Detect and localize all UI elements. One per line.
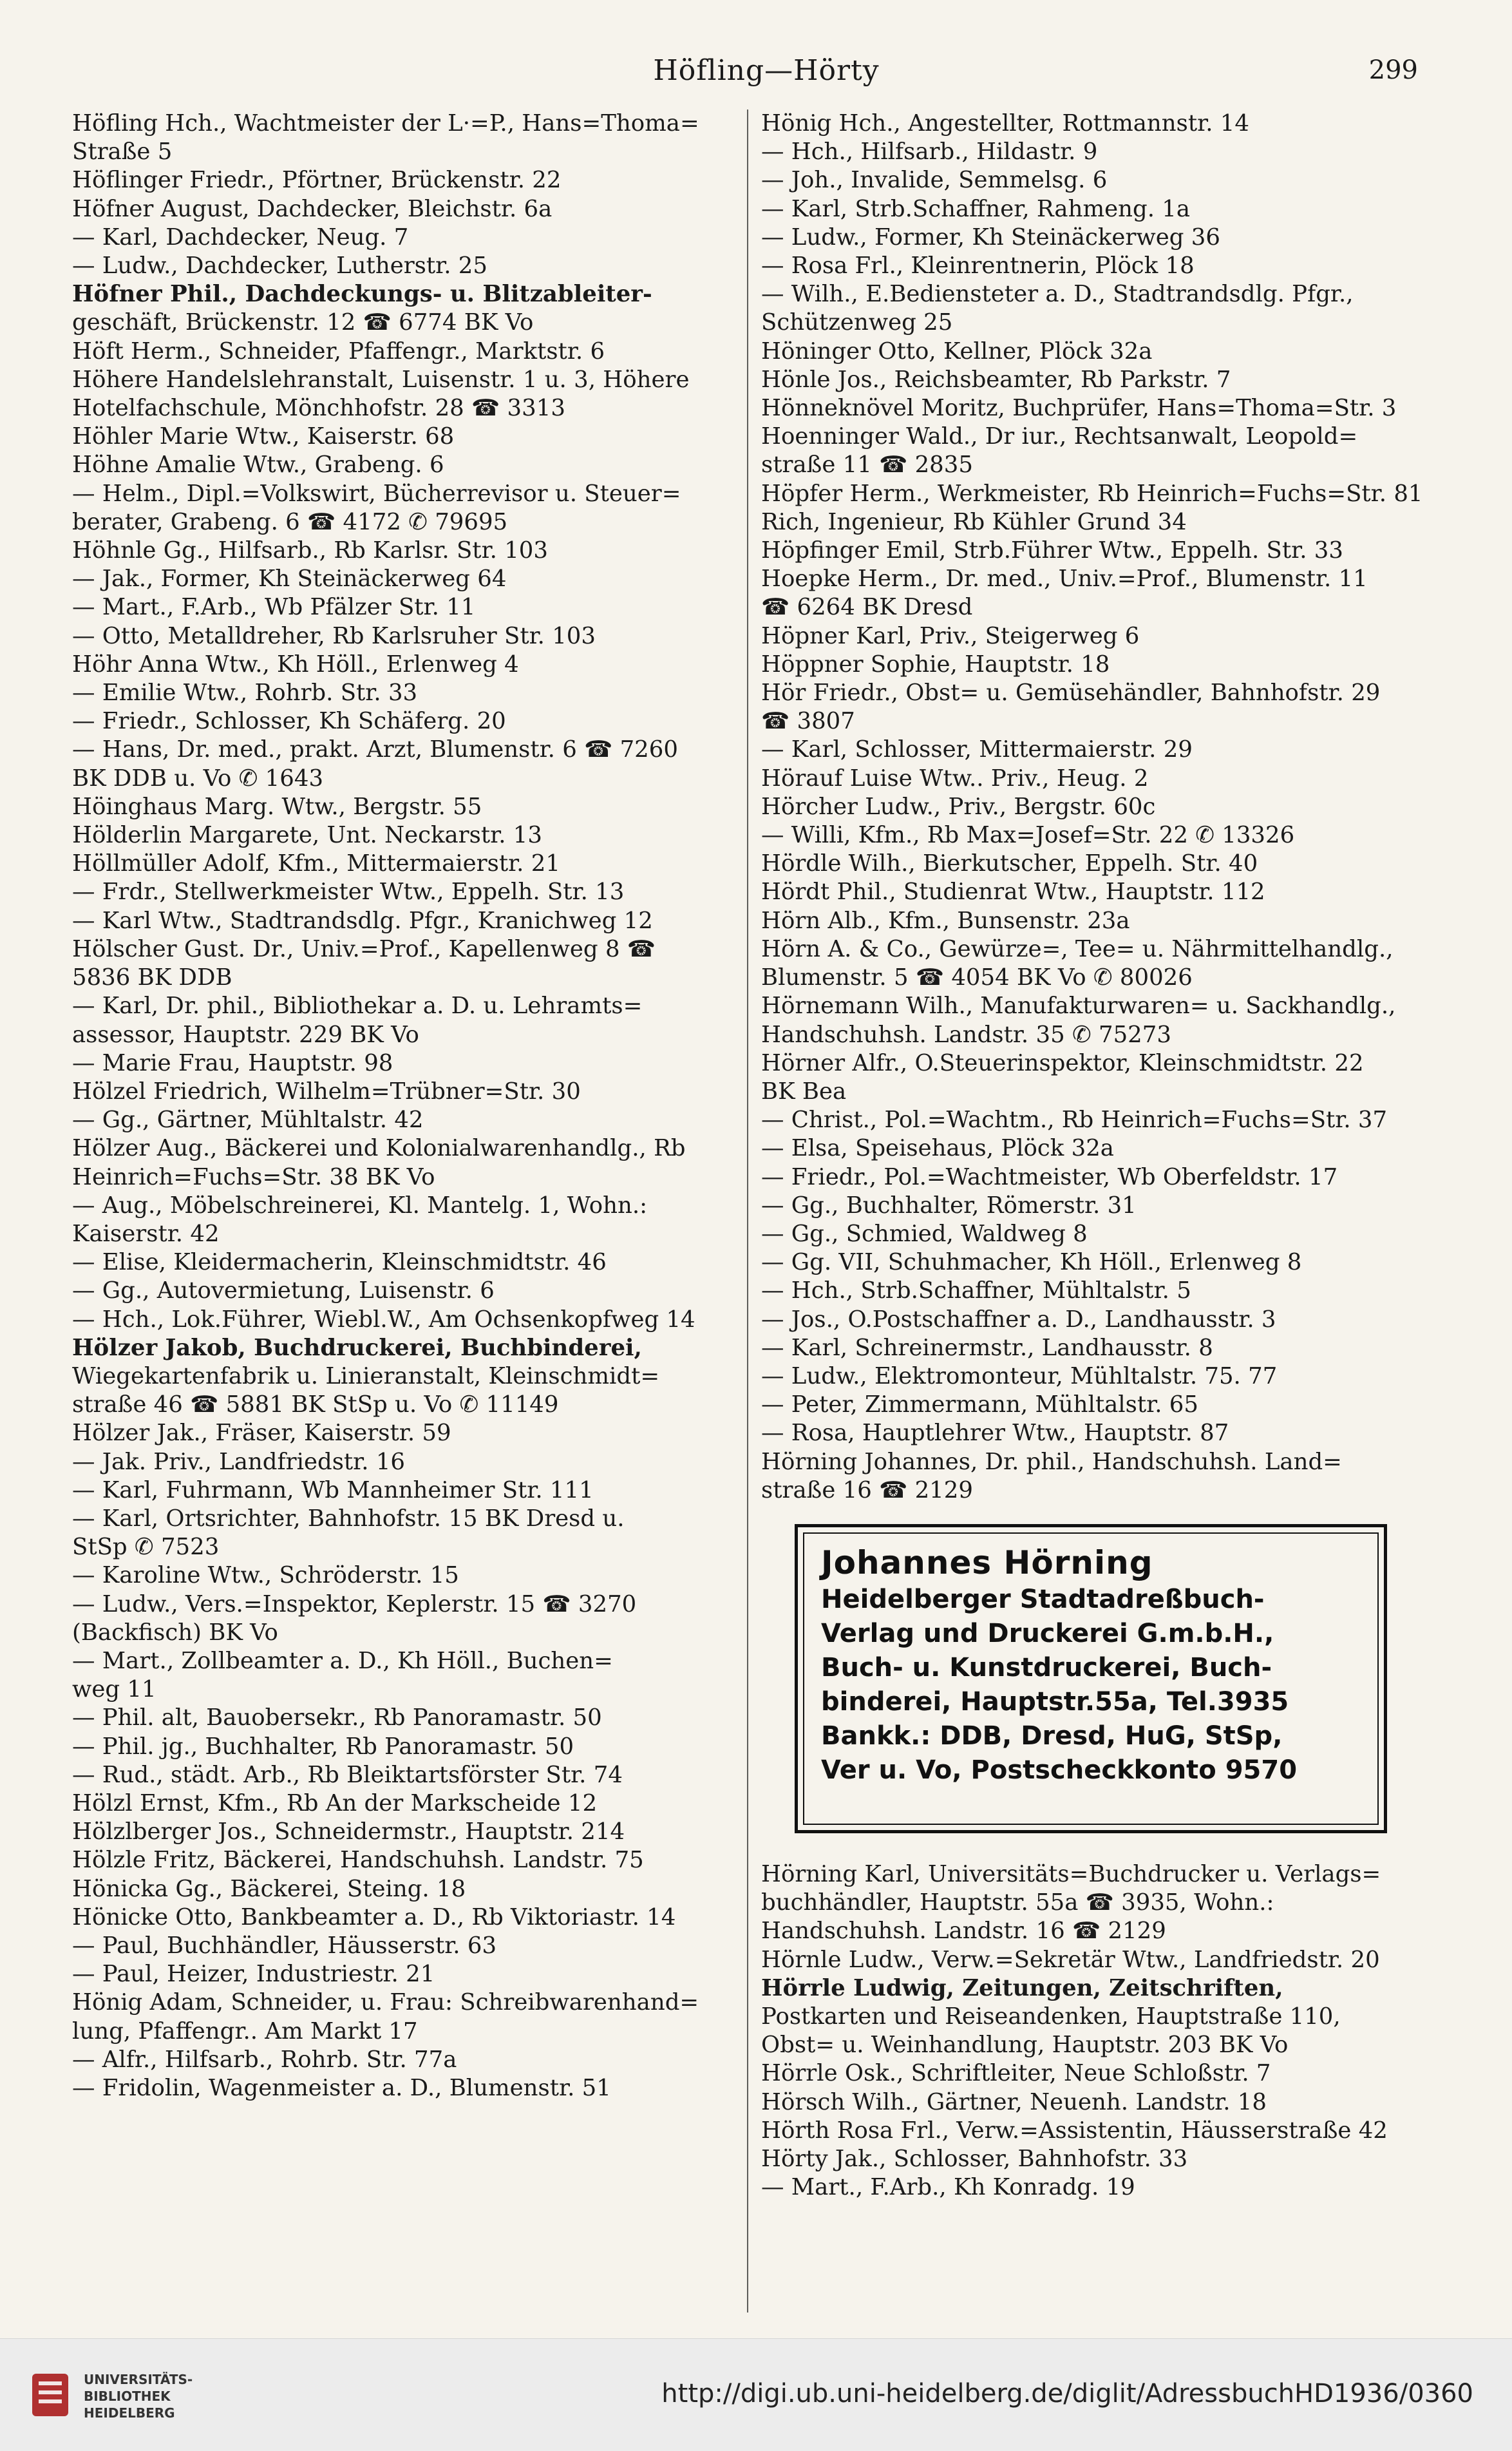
directory-entry: — Hch., Lok.Führer, Wiebl.W., Am Ochsenkopfweg 14 xyxy=(72,1306,695,1333)
directory-entry: — Wilh., E.Bediensteter a. D., Stadtrandsdlg. Pfgr., xyxy=(761,281,1354,308)
directory-entry: Hölzlberger Jos., Schneidermstr., Hauptstr. 214 xyxy=(72,1818,625,1845)
directory-entry: — Gg., Gärtner, Mühltalstr. 42 xyxy=(72,1107,424,1134)
directory-entry: — Karl, Dr. phil., Bibliothekar a. D. u. Lehramts= xyxy=(72,993,643,1020)
directory-entry: Hörth Rosa Frl., Verw.=Assistentin, Häusserstraße 42 xyxy=(761,2117,1388,2144)
directory-entry: — Joh., Invalide, Semmelsg. 6 xyxy=(761,167,1108,194)
directory-entry: Hörty Jak., Schlosser, Bahnhofstr. 33 xyxy=(761,2145,1188,2172)
advertisement-line: Buch- u. Kunstdruckerei, Buch- xyxy=(821,1652,1272,1683)
library-name-line: HEIDELBERG xyxy=(84,2405,175,2421)
directory-entry: — Mart., Zollbeamter a. D., Kh Höll., Buchen= xyxy=(72,1647,613,1674)
directory-entry: Höinghaus Marg. Wtw., Bergstr. 55 xyxy=(72,793,482,820)
directory-entry: — Peter, Zimmermann, Mühltalstr. 65 xyxy=(761,1391,1198,1418)
directory-entry: — Phil. jg., Buchhalter, Rb Panoramastr. 50 xyxy=(72,1733,574,1760)
directory-entry: Hörcher Ludw., Priv., Bergstr. 60c xyxy=(761,793,1156,820)
directory-entry: Höflinger Friedr., Pförtner, Brückenstr. 22 xyxy=(72,167,562,194)
directory-entry: — Helm., Dipl.=Volkswirt, Bücherrevisor u. Steuer= xyxy=(72,480,681,507)
directory-entry: Höhnle Gg., Hilfsarb., Rb Karlsr. Str. 103 xyxy=(72,537,548,564)
directory-entry: Hörning Karl, Universitäts=Buchdrucker u. Verlags= xyxy=(761,1860,1381,1887)
directory-entry: Hörning Johannes, Dr. phil., Handschuhsh. Land= xyxy=(761,1448,1342,1475)
directory-entry: BK Bea xyxy=(761,1078,847,1105)
directory-entry: Postkarten und Reiseandenken, Hauptstraße 110, xyxy=(761,2003,1341,2030)
directory-entry: lung, Pfaffengr.. Am Markt 17 xyxy=(72,2017,418,2045)
directory-entry: — Phil. alt, Bauobersekr., Rb Panoramastr. 50 xyxy=(72,1704,602,1731)
directory-entry: — Rosa Frl., Kleinrentnerin, Plöck 18 xyxy=(761,253,1195,280)
directory-entry: Höpfinger Emil, Strb.Führer Wtw., Eppelh. Str. 33 xyxy=(761,537,1343,564)
university-seal-icon xyxy=(31,2372,70,2418)
directory-entry: — Willi, Kfm., Rb Max=Josef=Str. 22 ✆ 13326 xyxy=(761,822,1295,849)
directory-entry: Hörnemann Wilh., Manufakturwaren= u. Sackhandlg., xyxy=(761,993,1396,1020)
directory-entry: Handschuhsh. Landstr. 16 ☎ 2129 xyxy=(761,1918,1166,1945)
directory-entry: — Friedr., Schlosser, Kh Schäferg. 20 xyxy=(72,708,506,735)
directory-entry: — Paul, Heizer, Industriestr. 21 xyxy=(72,1961,435,1988)
directory-entry: — Karl, Schlosser, Mittermaierstr. 29 xyxy=(761,736,1193,763)
directory-entry: Höfling Hch., Wachtmeister der L·=P., Hans=Thoma= xyxy=(72,110,699,137)
directory-entry: — Hch., Hilfsarb., Hildastr. 9 xyxy=(761,138,1098,166)
directory-entry: — Hch., Strb.Schaffner, Mühltalstr. 5 xyxy=(761,1277,1191,1304)
directory-entry: Höhne Amalie Wtw., Grabeng. 6 xyxy=(72,452,444,479)
directory-entry: Hönle Jos., Reichsbeamter, Rb Parkstr. 7 xyxy=(761,366,1231,393)
directory-entry: Handschuhsh. Landstr. 35 ✆ 75273 xyxy=(761,1021,1171,1048)
advertisement-line: Heidelberger Stadtadreßbuch- xyxy=(821,1584,1265,1614)
directory-entry: Hörnle Ludw., Verw.=Sekretär Wtw., Landfriedstr. 20 xyxy=(761,1946,1380,1973)
directory-entry: Hörsch Wilh., Gärtner, Neuenh. Landstr. 18 xyxy=(761,2088,1267,2115)
directory-entry: Höllmüller Adolf, Kfm., Mittermaierstr. 21 xyxy=(72,850,560,877)
directory-entry: — Friedr., Pol.=Wachtmeister, Wb Oberfeldstr. 17 xyxy=(761,1163,1338,1190)
directory-entry: Hörrle Ludwig, Zeitungen, Zeitschriften, xyxy=(761,1974,1283,2001)
directory-entry: Hoenninger Wald., Dr iur., Rechtsanwalt, Leopold= xyxy=(761,423,1358,450)
directory-entry: 5836 BK DDB xyxy=(72,964,232,991)
advertisement-lines xyxy=(821,1583,1361,1788)
directory-entry: — Aug., Möbelschreinerei, Kl. Mantelg. 1, Wohn.: xyxy=(72,1192,648,1219)
directory-entry: buchhändler, Hauptstr. 55a ☎ 3935, Wohn.: xyxy=(761,1889,1274,1916)
directory-entry: assessor, Hauptstr. 229 BK Vo xyxy=(72,1021,419,1048)
directory-entry: Hotelfachschule, Mönchhofstr. 28 ☎ 3313 xyxy=(72,395,565,422)
directory-entry: Hönig Adam, Schneider, u. Frau: Schreibwarenhand= xyxy=(72,1989,699,2016)
directory-entry: — Karl, Ortsrichter, Bahnhofstr. 15 BK Dresd u. xyxy=(72,1505,625,1532)
directory-entry: — Mart., F.Arb., Wb Pfälzer Str. 11 xyxy=(72,594,476,621)
directory-entry: Hörauf Luise Wtw.. Priv., Heug. 2 xyxy=(761,765,1149,792)
directory-entry: BK DDB u. Vo ✆ 1643 xyxy=(72,765,324,792)
directory-entry: — Gg. VII, Schuhmacher, Kh Höll., Erlenweg 8 xyxy=(761,1249,1302,1276)
advertisement-line: Verlag und Druckerei G.m.b.H., xyxy=(821,1618,1274,1648)
directory-entry: Hölzer Jakob, Buchdruckerei, Buchbinderei, xyxy=(72,1334,642,1361)
advertisement-inner xyxy=(803,1532,1379,1825)
directory-entry: — Rud., städt. Arb., Rb Bleiktartsförster Str. 74 xyxy=(72,1761,623,1788)
right-column-bottom-entries xyxy=(761,1860,1444,2202)
directory-entry: — Karl Wtw., Stadtrandsdlg. Pfgr., Kranichweg 12 xyxy=(72,907,653,934)
advertisement-title: Johannes Hörning xyxy=(821,1543,1153,1581)
directory-entry: Hölzer Aug., Bäckerei und Kolonialwarenhandlg., Rb xyxy=(72,1135,686,1162)
directory-entry: Höhere Handelslehranstalt, Luisenstr. 1 u. 3, Höhere xyxy=(72,366,690,393)
directory-entry: Höppner Sophie, Hauptstr. 18 xyxy=(761,651,1110,678)
directory-entry: Hönicka Gg., Bäckerei, Steing. 18 xyxy=(72,1875,466,1902)
directory-entry: Hördt Phil., Studienrat Wtw., Hauptstr. 112 xyxy=(761,879,1265,906)
advertisement-box xyxy=(795,1524,1387,1833)
directory-entry: (Backfisch) BK Vo xyxy=(72,1619,278,1646)
directory-entry: — Otto, Metalldreher, Rb Karlsruher Str. 103 xyxy=(72,622,596,649)
directory-entry: Hölzel Friedrich, Wilhelm=Trübner=Str. 30 xyxy=(72,1078,581,1105)
directory-entry: — Paul, Buchhändler, Häusserstr. 63 xyxy=(72,1932,497,1959)
advertisement-line: Ver u. Vo, Postscheckkonto 9570 xyxy=(821,1755,1298,1785)
directory-entry: Hördle Wilh., Bierkutscher, Eppelh. Str. 40 xyxy=(761,850,1258,877)
directory-entry: — Gg., Autovermietung, Luisenstr. 6 xyxy=(72,1277,495,1304)
directory-entry: Wiegekartenfabrik u. Linieranstalt, Kleinschmidt= xyxy=(72,1362,660,1389)
directory-entry: Hörn A. & Co., Gewürze=, Tee= u. Nährmittelhandlg., xyxy=(761,935,1394,962)
directory-entry: Hönicke Otto, Bankbeamter a. D., Rb Viktoriastr. 14 xyxy=(72,1903,676,1931)
directory-entry: Hörn Alb., Kfm., Bunsenstr. 23a xyxy=(761,907,1130,934)
viewer-footer xyxy=(0,2338,1512,2451)
directory-entry: Obst= u. Weinhandlung, Hauptstr. 203 BK Vo xyxy=(761,2032,1289,2059)
directory-entry: — Karl, Dachdecker, Neug. 7 xyxy=(72,224,409,251)
directory-entry: Höpfer Herm., Werkmeister, Rb Heinrich=Fuchs=Str. 81 xyxy=(761,480,1423,507)
directory-entry: weg 11 xyxy=(72,1676,156,1703)
column-divider xyxy=(747,110,748,2313)
library-name-line: BIBLIOTHEK xyxy=(84,2389,171,2404)
page-title: Höfling—Hörty xyxy=(653,54,880,87)
directory-entry: straße 46 ☎ 5881 BK StSp u. Vo ✆ 11149 xyxy=(72,1391,559,1418)
directory-entry: — Elise, Kleidermacherin, Kleinschmidtstr. 46 xyxy=(72,1249,607,1276)
library-name-line: UNIVERSITÄTS- xyxy=(84,2372,193,2387)
directory-entry: Schützenweg 25 xyxy=(761,309,953,336)
directory-entry: — Marie Frau, Hauptstr. 98 xyxy=(72,1049,393,1076)
directory-entry: ☎ 6264 BK Dresd xyxy=(761,594,973,621)
directory-entry: — Hans, Dr. med., prakt. Arzt, Blumenstr. 6 ☎ 7260 xyxy=(72,736,678,763)
directory-entry: — Gg., Buchhalter, Römerstr. 31 xyxy=(761,1192,1137,1219)
advertisement-line: Bankk.: DDB, Dresd, HuG, StSp, xyxy=(821,1721,1283,1751)
right-column xyxy=(761,110,1444,2202)
directory-entry: — Rosa, Hauptlehrer Wtw., Hauptstr. 87 xyxy=(761,1420,1229,1447)
directory-entry: — Karl, Schreinermstr., Landhausstr. 8 xyxy=(761,1334,1213,1361)
directory-entry: — Karoline Wtw., Schröderstr. 15 xyxy=(72,1562,459,1589)
directory-entry: Hölscher Gust. Dr., Univ.=Prof., Kapellenweg 8 ☎ xyxy=(72,935,656,962)
directory-entry: Hörrle Osk., Schriftleiter, Neue Schloßstr. 7 xyxy=(761,2060,1271,2087)
directory-entry: Höhler Marie Wtw., Kaiserstr. 68 xyxy=(72,423,455,450)
left-column xyxy=(72,110,732,2103)
directory-entry: Hölzer Jak., Fräser, Kaiserstr. 59 xyxy=(72,1420,451,1447)
directory-entry: — Ludw., Former, Kh Steinäckerweg 36 xyxy=(761,224,1220,251)
library-name xyxy=(84,2371,193,2421)
directory-entry: Hörner Alfr., O.Steuerinspektor, Kleinschmidtstr. 22 xyxy=(761,1049,1364,1076)
directory-entry: Hönneknövel Moritz, Buchprüfer, Hans=Thoma=Str. 3 xyxy=(761,395,1397,422)
directory-entry: Höft Herm., Schneider, Pfaffengr., Marktstr. 6 xyxy=(72,338,605,365)
directory-entry: — Gg., Schmied, Waldweg 8 xyxy=(761,1220,1088,1247)
directory-entry: ☎ 3807 xyxy=(761,708,855,735)
directory-entry: — Karl, Fuhrmann, Wb Mannheimer Str. 111 xyxy=(72,1476,594,1503)
directory-entry: — Elsa, Speisehaus, Plöck 32a xyxy=(761,1135,1114,1162)
directory-entry: — Jak., Former, Kh Steinäckerweg 64 xyxy=(72,566,507,593)
directory-entry: Hör Friedr., Obst= u. Gemüsehändler, Bahnhofstr. 29 xyxy=(761,680,1381,707)
directory-entry: — Christ., Pol.=Wachtm., Rb Heinrich=Fuchs=Str. 37 xyxy=(761,1107,1388,1134)
directory-entry: Höfner Phil., Dachdeckungs- u. Blitzableiter- xyxy=(72,281,652,308)
page-header xyxy=(0,50,1512,89)
directory-entry: — Fridolin, Wagenmeister a. D., Blumenstr. 51 xyxy=(72,2075,611,2102)
source-url-link[interactable]: http://digi.ub.uni-heidelberg.de/diglit/AdressbuchHD1936/0360 xyxy=(661,2379,1473,2408)
directory-entry: Höfner August, Dachdecker, Bleichstr. 6a xyxy=(72,195,553,222)
directory-entry: Höninger Otto, Kellner, Plöck 32a xyxy=(761,338,1153,365)
directory-entry: Hölzle Fritz, Bäckerei, Handschuhsh. Landstr. 75 xyxy=(72,1847,644,1874)
directory-entry: geschäft, Brückenstr. 12 ☎ 6774 BK Vo xyxy=(72,309,534,336)
directory-entry: Kaiserstr. 42 xyxy=(72,1220,220,1247)
directory-entry: — Ludw., Vers.=Inspektor, Keplerstr. 15 ☎ 3270 xyxy=(72,1590,637,1617)
directory-entry: — Jos., O.Postschaffner a. D., Landhausstr. 3 xyxy=(761,1306,1276,1333)
directory-entry: — Ludw., Dachdecker, Lutherstr. 25 xyxy=(72,253,487,280)
directory-entry: StSp ✆ 7523 xyxy=(72,1534,220,1561)
directory-entry: Hölderlin Margarete, Unt. Neckarstr. 13 xyxy=(72,822,542,849)
directory-entry: Höpner Karl, Priv., Steigerweg 6 xyxy=(761,622,1140,649)
directory-entry: berater, Grabeng. 6 ☎ 4172 ✆ 79695 xyxy=(72,508,508,535)
directory-entry: Blumenstr. 5 ☎ 4054 BK Vo ✆ 80026 xyxy=(761,964,1193,991)
directory-entry: — Jak. Priv., Landfriedstr. 16 xyxy=(72,1448,405,1475)
directory-entry: — Emilie Wtw., Rohrb. Str. 33 xyxy=(72,680,418,707)
directory-entry: Straße 5 xyxy=(72,138,173,166)
right-column-top-entries xyxy=(761,110,1444,1505)
directory-entry: straße 16 ☎ 2129 xyxy=(761,1476,973,1503)
directory-entry: — Alfr., Hilfsarb., Rohrb. Str. 77a xyxy=(72,2046,457,2073)
directory-entry: straße 11 ☎ 2835 xyxy=(761,452,973,479)
directory-entry: — Ludw., Elektromonteur, Mühltalstr. 75. 77 xyxy=(761,1362,1278,1389)
directory-entry: Heinrich=Fuchs=Str. 38 BK Vo xyxy=(72,1163,435,1190)
directory-entry: — Mart., F.Arb., Kh Konradg. 19 xyxy=(761,2174,1135,2201)
directory-entry: Hönig Hch., Angestellter, Rottmannstr. 14 xyxy=(761,110,1249,137)
directory-entry: Hölzl Ernst, Kfm., Rb An der Markscheide 12 xyxy=(72,1789,598,1817)
advertisement-line: binderei, Hauptstr.55a, Tel.3935 xyxy=(821,1686,1289,1717)
directory-entry: Rich, Ingenieur, Rb Kühler Grund 34 xyxy=(761,508,1187,535)
directory-entry: Hoepke Herm., Dr. med., Univ.=Prof., Blumenstr. 11 xyxy=(761,566,1368,593)
directory-entry: — Frdr., Stellwerkmeister Wtw., Eppelh. Str. 13 xyxy=(72,879,625,906)
directory-entry: — Karl, Strb.Schaffner, Rahmeng. 1a xyxy=(761,195,1191,222)
page-number: 299 xyxy=(1368,55,1418,85)
directory-entry: Höhr Anna Wtw., Kh Höll., Erlenweg 4 xyxy=(72,651,519,678)
